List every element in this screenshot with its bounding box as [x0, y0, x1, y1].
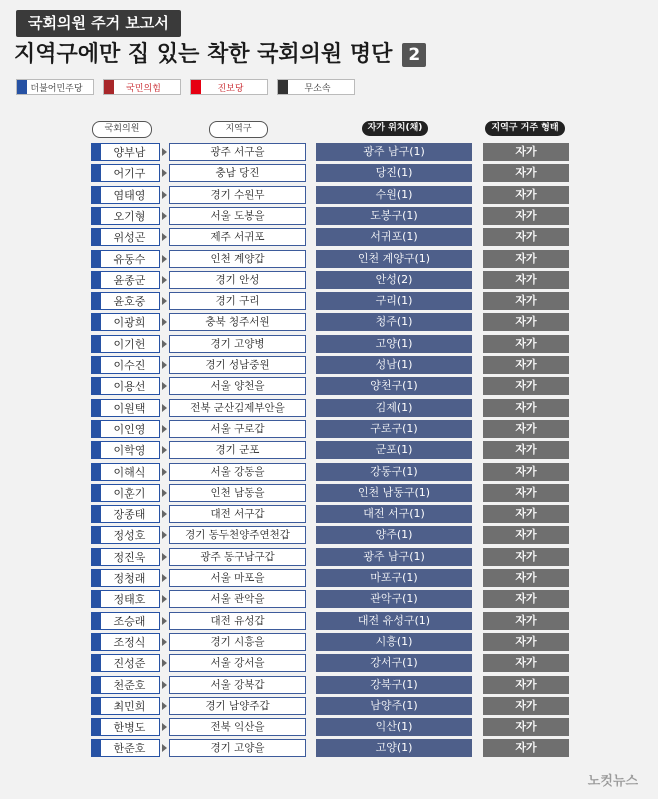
member-name-cell [91, 718, 160, 736]
residence-type-cell: 자가 [483, 250, 569, 268]
party-color-bar [92, 293, 101, 309]
residence-type-cell: 자가 [483, 697, 569, 715]
table-row [0, 718, 658, 736]
member-name: 최민희 [113, 699, 146, 713]
column-header-residence: 지역구 거주 형태 [485, 121, 565, 136]
district-cell: 경기 군포 [169, 441, 306, 459]
column-header-name: 국회의원 [92, 121, 152, 138]
member-name-cell [91, 654, 160, 672]
member-name-cell [91, 505, 160, 523]
member-name-cell [91, 420, 160, 438]
home-location-cell: 대전 서구(1) [316, 505, 472, 523]
party-color-bar [92, 314, 101, 330]
home-location-cell: 구리(1) [316, 292, 472, 310]
residence-type-cell: 자가 [483, 654, 569, 672]
member-name-cell [91, 250, 160, 268]
nocut-news-logo: 노컷뉴스 [587, 774, 638, 789]
member-name-cell [91, 463, 160, 481]
page-title [14, 40, 426, 70]
residence-type-cell: 자가 [483, 484, 569, 502]
member-name-cell [91, 292, 160, 310]
table-row [0, 207, 658, 225]
member-name-cell [91, 697, 160, 715]
table-row [0, 186, 658, 204]
district-cell: 충북 청주서원 [169, 313, 306, 331]
member-name-cell [91, 484, 160, 502]
arrow-right-icon [162, 233, 167, 241]
table-row [0, 164, 658, 182]
member-name-cell [91, 143, 160, 161]
residence-type-cell: 자가 [483, 505, 569, 523]
home-location-cell: 강서구(1) [316, 654, 472, 672]
home-location-cell: 안성(2) [316, 271, 472, 289]
legend-swatch [191, 80, 201, 94]
arrow-right-icon [162, 744, 167, 752]
home-location-cell: 남양주(1) [316, 697, 472, 715]
district-cell: 서울 강서을 [169, 654, 306, 672]
home-location-cell: 익산(1) [316, 718, 472, 736]
arrow-right-icon [162, 361, 167, 369]
party-color-bar [92, 549, 101, 565]
member-name-cell [91, 633, 160, 651]
district-cell: 전북 군산김제부안을 [169, 399, 306, 417]
residence-type-cell: 자가 [483, 207, 569, 225]
arrow-right-icon [162, 510, 167, 518]
party-color-bar [92, 144, 101, 160]
table-row [0, 739, 658, 757]
column-header-home: 자가 위치(채) [362, 121, 428, 136]
table-row [0, 463, 658, 481]
member-name: 정태호 [113, 593, 146, 607]
member-name: 이광희 [113, 316, 146, 330]
residence-type-cell: 자가 [483, 164, 569, 182]
legend-label: 무소속 [304, 83, 331, 94]
table-row [0, 420, 658, 438]
residence-type-cell: 자가 [483, 718, 569, 736]
residence-type-cell: 자가 [483, 590, 569, 608]
home-location-cell: 양주(1) [316, 526, 472, 544]
party-color-bar [92, 719, 101, 735]
member-name: 윤종군 [113, 273, 146, 287]
table-row [0, 484, 658, 502]
table-row [0, 271, 658, 289]
member-name-cell [91, 207, 160, 225]
arrow-right-icon [162, 659, 167, 667]
residence-type-cell: 자가 [483, 292, 569, 310]
table-row [0, 377, 658, 395]
district-cell: 경기 성남중원 [169, 356, 306, 374]
district-cell: 전북 익산을 [169, 718, 306, 736]
residence-type-cell: 자가 [483, 633, 569, 651]
arrow-right-icon [162, 489, 167, 497]
member-name: 천준호 [113, 678, 146, 692]
district-cell: 제주 서귀포 [169, 228, 306, 246]
party-color-bar [92, 378, 101, 394]
district-cell: 인천 계양갑 [169, 250, 306, 268]
party-color-bar [92, 527, 101, 543]
home-location-cell: 고양(1) [316, 739, 472, 757]
party-color-bar [92, 400, 101, 416]
member-name-cell [91, 590, 160, 608]
arrow-right-icon [162, 318, 167, 326]
residence-type-cell: 자가 [483, 186, 569, 204]
table-row [0, 569, 658, 587]
home-location-cell: 구로구(1) [316, 420, 472, 438]
legend-item-ppp [103, 79, 181, 95]
member-name: 정진욱 [113, 550, 146, 564]
party-color-bar [92, 570, 101, 586]
table-row [0, 399, 658, 417]
member-name: 조정식 [113, 635, 146, 649]
home-location-cell: 대전 유성구(1) [316, 612, 472, 630]
member-name: 정성호 [113, 529, 146, 543]
district-cell: 경기 고양병 [169, 335, 306, 353]
member-name-cell [91, 399, 160, 417]
member-name-cell [91, 526, 160, 544]
page-number: 2 [402, 43, 426, 67]
residence-type-cell: 자가 [483, 313, 569, 331]
residence-type-cell: 자가 [483, 271, 569, 289]
legend-item-democratic [16, 79, 94, 95]
residence-type-cell: 자가 [483, 420, 569, 438]
table-row [0, 612, 658, 630]
legend-swatch [104, 80, 114, 94]
district-cell: 광주 동구남구갑 [169, 548, 306, 566]
column-header-district: 지역구 [209, 121, 268, 138]
table-row [0, 590, 658, 608]
member-name: 이원택 [113, 401, 146, 415]
report-badge: 국회의원 주거 보고서 [16, 10, 181, 37]
home-location-cell: 양천구(1) [316, 377, 472, 395]
member-name-cell [91, 228, 160, 246]
home-location-cell: 광주 남구(1) [316, 143, 472, 161]
residence-type-cell: 자가 [483, 463, 569, 481]
legend-swatch [278, 80, 288, 94]
residence-type-cell: 자가 [483, 399, 569, 417]
residence-type-cell: 자가 [483, 569, 569, 587]
arrow-right-icon [162, 723, 167, 731]
table-row [0, 292, 658, 310]
table-row [0, 313, 658, 331]
residence-type-cell: 자가 [483, 377, 569, 395]
district-cell: 광주 서구을 [169, 143, 306, 161]
table-row [0, 654, 658, 672]
home-location-cell: 서귀포(1) [316, 228, 472, 246]
table-row [0, 441, 658, 459]
party-color-bar [92, 740, 101, 756]
arrow-right-icon [162, 681, 167, 689]
arrow-right-icon [162, 340, 167, 348]
residence-type-cell: 자가 [483, 143, 569, 161]
arrow-right-icon [162, 617, 167, 625]
arrow-right-icon [162, 446, 167, 454]
home-location-cell: 관악구(1) [316, 590, 472, 608]
arrow-right-icon [162, 276, 167, 284]
district-cell: 서울 마포을 [169, 569, 306, 587]
arrow-right-icon [162, 212, 167, 220]
arrow-right-icon [162, 382, 167, 390]
member-name-cell [91, 548, 160, 566]
member-name-cell [91, 335, 160, 353]
arrow-right-icon [162, 574, 167, 582]
district-cell: 서울 구로갑 [169, 420, 306, 438]
table-row [0, 505, 658, 523]
member-name: 어기구 [113, 167, 146, 181]
member-name: 위성곤 [113, 231, 146, 245]
member-name-cell [91, 186, 160, 204]
party-color-bar [92, 251, 101, 267]
table-row [0, 633, 658, 651]
district-cell: 대전 유성갑 [169, 612, 306, 630]
member-name-cell [91, 441, 160, 459]
table-row [0, 697, 658, 715]
member-name: 이해식 [113, 465, 146, 479]
page-title-text: 지역구에만 집 있는 착한 국회의원 명단 [14, 42, 393, 67]
table-row [0, 250, 658, 268]
arrow-right-icon [162, 404, 167, 412]
party-color-bar [92, 655, 101, 671]
member-name: 정청래 [113, 572, 146, 585]
legend-label: 국민의힘 [126, 83, 161, 94]
residence-type-cell: 자가 [483, 739, 569, 757]
member-name: 장종태 [113, 508, 146, 522]
district-cell: 서울 양천을 [169, 377, 306, 395]
arrow-right-icon [162, 553, 167, 561]
arrow-right-icon [162, 531, 167, 539]
district-cell: 경기 구리 [169, 292, 306, 310]
district-cell: 경기 시흥을 [169, 633, 306, 651]
district-cell: 대전 서구갑 [169, 505, 306, 523]
party-color-bar [92, 634, 101, 650]
member-name: 오기형 [113, 209, 146, 223]
district-cell: 충남 당진 [169, 164, 306, 182]
home-location-cell: 군포(1) [316, 441, 472, 459]
arrow-right-icon [162, 297, 167, 305]
member-name: 한병도 [113, 721, 146, 735]
district-cell: 인천 남동을 [169, 484, 306, 502]
member-name-cell [91, 164, 160, 182]
table-row [0, 676, 658, 694]
district-cell: 서울 도봉을 [169, 207, 306, 225]
home-location-cell: 도봉구(1) [316, 207, 472, 225]
residence-type-cell: 자가 [483, 526, 569, 544]
member-name: 이수진 [113, 359, 146, 372]
legend-label: 진보당 [217, 83, 244, 94]
party-legend [16, 79, 364, 95]
member-name: 염태영 [113, 188, 146, 202]
table-row [0, 356, 658, 374]
member-name-cell [91, 739, 160, 757]
member-name: 이인영 [113, 422, 146, 436]
residence-type-cell: 자가 [483, 441, 569, 459]
party-color-bar [92, 229, 101, 245]
district-cell: 경기 남양주갑 [169, 697, 306, 715]
party-color-bar [92, 421, 101, 437]
party-color-bar [92, 208, 101, 224]
arrow-right-icon [162, 191, 167, 199]
member-name-cell [91, 676, 160, 694]
table-row [0, 143, 658, 161]
arrow-right-icon [162, 255, 167, 263]
home-location-cell: 고양(1) [316, 335, 472, 353]
party-color-bar [92, 272, 101, 288]
arrow-right-icon [162, 468, 167, 476]
party-color-bar [92, 336, 101, 352]
residence-type-cell: 자가 [483, 228, 569, 246]
residence-type-cell: 자가 [483, 676, 569, 694]
district-cell: 경기 안성 [169, 271, 306, 289]
district-cell: 경기 수원무 [169, 186, 306, 204]
residence-type-cell: 자가 [483, 612, 569, 630]
member-name-cell [91, 377, 160, 395]
member-name-cell [91, 612, 160, 630]
party-color-bar [92, 506, 101, 522]
home-location-cell: 마포구(1) [316, 569, 472, 587]
member-name: 유동수 [113, 252, 146, 266]
member-name: 한준호 [113, 742, 146, 756]
party-color-bar [92, 165, 101, 181]
party-color-bar [92, 464, 101, 480]
party-color-bar [92, 187, 101, 203]
arrow-right-icon [162, 702, 167, 710]
legend-swatch [17, 80, 27, 94]
home-location-cell: 김제(1) [316, 399, 472, 417]
legend-item-independent [277, 79, 355, 95]
home-location-cell: 시흥(1) [316, 633, 472, 651]
member-name: 양부남 [113, 146, 146, 159]
home-location-cell: 강북구(1) [316, 676, 472, 694]
legend-item-progressive [190, 79, 268, 95]
party-color-bar [92, 677, 101, 693]
district-cell: 서울 강북갑 [169, 676, 306, 694]
member-name-cell [91, 569, 160, 587]
arrow-right-icon [162, 638, 167, 646]
party-color-bar [92, 357, 101, 373]
arrow-right-icon [162, 169, 167, 177]
table-row [0, 228, 658, 246]
home-location-cell: 청주(1) [316, 313, 472, 331]
home-location-cell: 인천 남동구(1) [316, 484, 472, 502]
residence-type-cell: 자가 [483, 335, 569, 353]
table-row [0, 548, 658, 566]
member-name-cell [91, 313, 160, 331]
residence-type-cell: 자가 [483, 356, 569, 374]
residence-type-cell: 자가 [483, 548, 569, 566]
member-name-cell [91, 356, 160, 374]
party-color-bar [92, 485, 101, 501]
party-color-bar [92, 591, 101, 607]
district-cell: 경기 고양을 [169, 739, 306, 757]
district-cell: 경기 동두천양주연천갑 [169, 526, 306, 544]
home-location-cell: 당진(1) [316, 164, 472, 182]
member-name: 윤호중 [113, 295, 146, 309]
home-location-cell: 성남(1) [316, 356, 472, 374]
home-location-cell: 광주 남구(1) [316, 548, 472, 566]
arrow-right-icon [162, 425, 167, 433]
table-row [0, 526, 658, 544]
party-color-bar [92, 613, 101, 629]
district-cell: 서울 강동을 [169, 463, 306, 481]
home-location-cell: 수원(1) [316, 186, 472, 204]
member-name: 조승래 [113, 614, 146, 628]
member-name: 이훈기 [113, 486, 146, 500]
member-name: 이용선 [113, 380, 146, 394]
district-cell: 서울 관악을 [169, 590, 306, 608]
home-location-cell: 강동구(1) [316, 463, 472, 481]
home-location-cell: 인천 계양구(1) [316, 250, 472, 268]
party-color-bar [92, 442, 101, 458]
arrow-right-icon [162, 595, 167, 603]
member-name: 이기헌 [113, 337, 146, 351]
member-name-cell [91, 271, 160, 289]
arrow-right-icon [162, 148, 167, 156]
legend-label: 더불어민주당 [30, 83, 83, 94]
party-color-bar [92, 698, 101, 714]
member-name: 진성준 [113, 657, 146, 671]
table-row [0, 335, 658, 353]
member-name: 이학영 [113, 444, 146, 458]
